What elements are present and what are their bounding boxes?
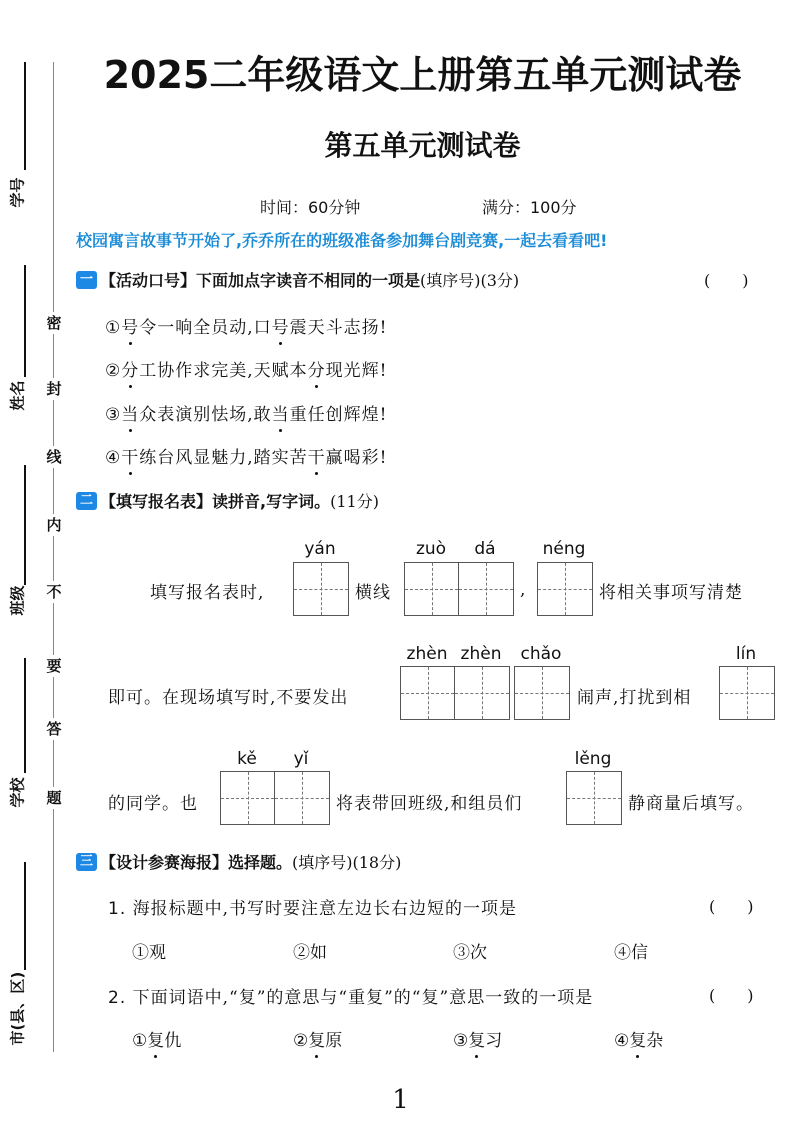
writing-grid[interactable] [400,666,510,720]
school-label: 学校 [8,777,27,808]
section-title: 【设计参赛海报】选择题。 [100,853,293,872]
section-score: (填序号)(18分) [292,853,402,872]
pinyin: kě [237,749,257,769]
option-3: ③当众表演别怯场,敢当重任创辉煌! [105,400,388,425]
choice-2: ②复原 [293,1026,342,1051]
writing-grid[interactable] [220,771,330,825]
seal-line [53,62,54,1052]
option-2: ②分工协作求完美,天赋本分现光辉! [105,356,388,381]
seal-char: 内 [44,514,64,536]
writing-grid[interactable] [719,666,775,720]
pinyin: dá [474,539,496,559]
seal-char: 线 [44,446,64,468]
passage-text: , [520,580,527,600]
full-score: 满分：100分 [482,198,577,217]
pinyin: yán [304,539,336,559]
name-blank[interactable] [24,265,26,377]
intro-text: 校园寓言故事节开始了,乔乔所在的班级准备参加舞台剧竞赛,一起去看看吧! [76,231,608,250]
school-blank[interactable] [24,658,26,773]
answer-blank[interactable]: ( ) [709,897,754,916]
writing-grid[interactable] [514,666,570,720]
seal-char: 封 [44,378,64,400]
section-number-badge: 二 [76,492,97,510]
section-title: 【活动口号】下面加点字读音不相同的一项是 [100,271,421,290]
passage-text: 静商量后填写。 [628,794,754,814]
section-2-heading [76,489,379,512]
seal-char: 答 [44,718,64,740]
choice-2: ②如 [293,943,327,963]
passage-text: 将表带回班级,和组员们 [336,794,523,814]
choice-1: ①观 [132,943,166,963]
section-score: (填序号)(3分) [420,271,520,290]
pinyin: lěng [574,749,612,769]
section-title: 【填写报名表】读拼音,写字词。 [100,492,331,511]
page-number: 1 [392,1085,409,1115]
passage-text: 闹声,打扰到相 [577,688,692,708]
passage-text: 的同学。也 [108,794,198,814]
section-1-heading [76,268,519,291]
question-2: 2. 下面词语中,“复”的意思与“重复”的“复”意思一致的一项是 [108,988,594,1008]
pinyin: chǎo [520,644,562,664]
writing-grid[interactable] [293,562,349,616]
passage-text: 即可。在现场填写时,不要发出 [108,688,349,708]
pinyin: zhèn [406,644,448,664]
option-1: ①号令一响全员动,口号震天斗志扬! [105,313,388,338]
option-4: ④干练台风显魅力,踏实苦干赢喝彩! [105,443,388,468]
seal-char: 不 [44,581,64,603]
seal-char: 要 [44,655,64,677]
page-subtitle: 第五单元测试卷 [324,129,521,162]
pinyin: néng [542,539,586,559]
pinyin: zhèn [460,644,502,664]
choice-3: ③复习 [453,1026,502,1051]
choice-4: ④信 [614,943,648,963]
choice-3: ③次 [453,943,487,963]
passage-text: 横线 [355,583,391,603]
pinyin: zuò [415,539,447,559]
pinyin: lín [735,644,757,664]
class-blank[interactable] [24,465,26,585]
writing-grid[interactable] [537,562,593,616]
district-label: 市(县、区) [8,971,27,1046]
name-label: 姓名 [8,380,27,411]
district-blank[interactable] [24,862,26,970]
writing-grid[interactable] [566,771,622,825]
section-number-badge: 三 [76,853,97,871]
pinyin: yǐ [293,749,309,769]
seal-char: 密 [44,312,64,334]
passage-text: 将相关事项写清楚 [599,583,743,603]
seal-char: 题 [44,787,64,809]
page-title: 2025二年级语文上册第五单元测试卷 [103,53,742,97]
choice-4: ④复杂 [614,1026,663,1051]
time-limit: 时间：60分钟 [260,198,361,217]
class-label: 班级 [8,585,27,616]
question-1: 1. 海报标题中,书写时要注意左边长右边短的一项是 [108,899,518,919]
answer-blank[interactable]: ( ) [704,271,749,290]
section-score: (11分) [330,492,379,511]
writing-grid[interactable] [404,562,514,616]
student-id-label: 学号 [8,177,27,208]
choice-1: ①复仇 [132,1026,181,1051]
answer-blank[interactable]: ( ) [709,986,754,1005]
section-3-heading [76,850,401,873]
passage-text: 填写报名表时, [150,583,265,603]
section-number-badge: 一 [76,271,97,289]
